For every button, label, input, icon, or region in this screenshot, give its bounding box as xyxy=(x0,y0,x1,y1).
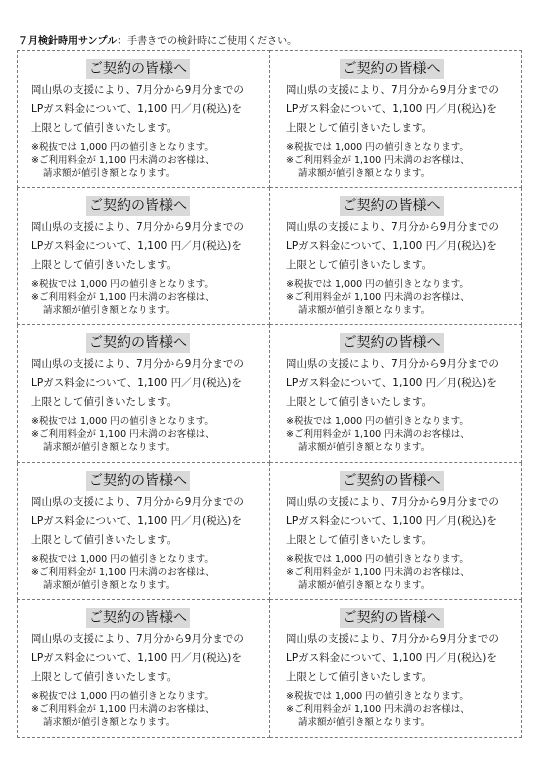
notice-note-tax: ※税抜では 1,000 円の値引きとなります。 xyxy=(286,553,469,565)
notice-body xyxy=(31,493,269,550)
header-separator: ： xyxy=(117,36,128,47)
notice-card xyxy=(17,463,270,601)
notice-title: ご契約の皆様へ xyxy=(340,608,444,628)
notice-note-minimum: ※ご利用料金が 1,100 円未満のお客様は、 xyxy=(286,566,470,578)
notice-body-line-1: 岡山県の支援により、7月分から9月分までの xyxy=(286,84,499,96)
page-header xyxy=(18,35,538,49)
notice-body-line-2: LPガス料金について、1,100 円／月(税込)を xyxy=(286,377,497,390)
notice-body-line-3: 上限として値引きいたします。 xyxy=(286,671,433,684)
notice-title: ご契約の皆様へ xyxy=(86,333,190,353)
notice-notes xyxy=(31,278,269,317)
notice-body xyxy=(286,218,521,275)
notice-title: ご契約の皆様へ xyxy=(86,59,190,79)
notice-title: ご契約の皆様へ xyxy=(340,59,444,79)
notice-note-tax: ※税抜では 1,000 円の値引きとなります。 xyxy=(31,691,214,703)
notice-body-line-1: 岡山県の支援により、7月分から9月分までの xyxy=(286,495,499,508)
notice-note-tax: ※税抜では 1,000 円の値引きとなります。 xyxy=(286,278,469,290)
notice-note-minimum-cont: 請求額が値引き額となります。 xyxy=(43,168,176,179)
notice-note-minimum-cont: 請求額が値引き額となります。 xyxy=(298,579,431,591)
notice-note-tax: ※税抜では 1,000 円の値引きとなります。 xyxy=(286,691,469,703)
notice-body-line-2: LPガス料金について、1,100 円／月(税込)を xyxy=(31,239,242,252)
notice-notes xyxy=(286,553,521,592)
notice-note-minimum-cont: 請求額が値引き額となります。 xyxy=(298,442,431,454)
notice-body-line-1: 岡山県の支援により、7月分から9月分までの xyxy=(31,495,244,508)
notice-body-line-2: LPガス料金について、1,100 円／月(税込)を xyxy=(31,377,242,390)
notice-body xyxy=(286,630,521,687)
header-label: ７月検針時用サンプル xyxy=(18,36,118,47)
notice-body xyxy=(286,81,521,138)
notice-notes xyxy=(31,415,269,454)
notice-notes xyxy=(31,690,269,729)
notice-note-minimum: ※ご利用料金が 1,100 円未満のお客様は、 xyxy=(286,155,470,166)
notice-note-minimum-cont: 請求額が値引き額となります。 xyxy=(298,168,431,179)
notice-body-line-3: 上限として値引きいたします。 xyxy=(31,122,178,134)
notice-body-line-2: LPガス料金について、1,100 円／月(税込)を xyxy=(286,103,497,115)
notice-card xyxy=(17,600,270,738)
notice-note-minimum: ※ご利用料金が 1,100 円未満のお客様は、 xyxy=(31,566,215,578)
notice-note-tax: ※税抜では 1,000 円の値引きとなります。 xyxy=(31,142,214,153)
notice-body-line-2: LPガス料金について、1,100 円／月(税込)を xyxy=(286,652,497,665)
notice-card xyxy=(270,325,522,463)
notice-body-line-1: 岡山県の支援により、7月分から9月分までの xyxy=(31,220,244,233)
notice-title: ご契約の皆様へ xyxy=(86,608,190,628)
notice-notes xyxy=(286,141,521,180)
notice-note-minimum: ※ご利用料金が 1,100 円未満のお客様は、 xyxy=(286,429,470,441)
notice-notes xyxy=(286,278,521,317)
notice-body-line-3: 上限として値引きいたします。 xyxy=(286,122,433,134)
notice-note-minimum-cont: 請求額が値引き額となります。 xyxy=(43,579,176,591)
notice-note-minimum-cont: 請求額が値引き額となります。 xyxy=(43,442,176,454)
notice-body xyxy=(31,81,269,138)
notice-title: ご契約の皆様へ xyxy=(340,471,444,491)
notice-body-line-1: 岡山県の支援により、7月分から9月分までの xyxy=(286,220,499,233)
notice-body-line-3: 上限として値引きいたします。 xyxy=(31,671,178,684)
notice-note-minimum: ※ご利用料金が 1,100 円未満のお客様は、 xyxy=(286,291,470,303)
notice-title: ご契約の皆様へ xyxy=(86,196,190,216)
notice-note-minimum: ※ご利用料金が 1,100 円未満のお客様は、 xyxy=(31,704,215,716)
notice-note-minimum-cont: 請求額が値引き額となります。 xyxy=(43,717,176,729)
notice-body-line-1: 岡山県の支援により、7月分から9月分までの xyxy=(31,358,244,371)
notice-title: ご契約の皆様へ xyxy=(340,196,444,216)
notice-body-line-2: LPガス料金について、1,100 円／月(税込)を xyxy=(286,514,497,527)
notice-note-tax: ※税抜では 1,000 円の値引きとなります。 xyxy=(31,278,214,290)
notice-body-line-1: 岡山県の支援により、7月分から9月分までの xyxy=(286,633,499,646)
notice-body-line-3: 上限として値引きいたします。 xyxy=(286,258,433,271)
notice-body xyxy=(31,355,269,412)
notice-note-minimum: ※ご利用料金が 1,100 円未満のお客様は、 xyxy=(31,291,215,303)
notice-notes xyxy=(286,415,521,454)
notice-note-tax: ※税抜では 1,000 円の値引きとなります。 xyxy=(31,416,214,428)
notice-body-line-2: LPガス料金について、1,100 円／月(税込)を xyxy=(286,239,497,252)
notice-body-line-1: 岡山県の支援により、7月分から9月分までの xyxy=(31,633,244,646)
notice-body-line-3: 上限として値引きいたします。 xyxy=(286,396,433,409)
notice-card-grid xyxy=(17,50,522,738)
notice-body-line-3: 上限として値引きいたします。 xyxy=(31,533,178,546)
notice-note-tax: ※税抜では 1,000 円の値引きとなります。 xyxy=(286,416,469,428)
notice-card xyxy=(270,600,522,738)
notice-note-tax: ※税抜では 1,000 円の値引きとなります。 xyxy=(286,142,469,153)
notice-body xyxy=(31,630,269,687)
notice-body-line-2: LPガス料金について、1,100 円／月(税込)を xyxy=(31,514,242,527)
notice-title: ご契約の皆様へ xyxy=(86,471,190,491)
notice-body xyxy=(31,218,269,275)
header-note: 手書きでの検針時にご使用ください。 xyxy=(127,36,298,47)
notice-notes xyxy=(31,141,269,180)
notice-body-line-3: 上限として値引きいたします。 xyxy=(31,258,178,271)
notice-body xyxy=(286,355,521,412)
notice-card xyxy=(270,50,522,188)
notice-body-line-2: LPガス料金について、1,100 円／月(税込)を xyxy=(31,652,242,665)
notice-note-minimum-cont: 請求額が値引き額となります。 xyxy=(298,304,431,316)
notice-notes xyxy=(31,553,269,592)
notice-body-line-3: 上限として値引きいたします。 xyxy=(286,533,433,546)
notice-body xyxy=(286,493,521,550)
notice-body-line-2: LPガス料金について、1,100 円／月(税込)を xyxy=(31,103,242,115)
notice-card xyxy=(270,188,522,326)
notice-card xyxy=(17,188,270,326)
notice-body-line-1: 岡山県の支援により、7月分から9月分までの xyxy=(31,84,244,96)
notice-note-minimum-cont: 請求額が値引き額となります。 xyxy=(43,304,176,316)
notice-body-line-3: 上限として値引きいたします。 xyxy=(31,396,178,409)
notice-notes xyxy=(286,690,521,729)
notice-card xyxy=(17,325,270,463)
notice-note-minimum: ※ご利用料金が 1,100 円未満のお客様は、 xyxy=(31,155,215,166)
notice-title: ご契約の皆様へ xyxy=(340,333,444,353)
notice-note-tax: ※税抜では 1,000 円の値引きとなります。 xyxy=(31,553,214,565)
notice-note-minimum: ※ご利用料金が 1,100 円未満のお客様は、 xyxy=(31,429,215,441)
notice-note-minimum-cont: 請求額が値引き額となります。 xyxy=(298,717,431,729)
notice-card xyxy=(17,50,270,188)
notice-note-minimum: ※ご利用料金が 1,100 円未満のお客様は、 xyxy=(286,704,470,716)
notice-card xyxy=(270,463,522,601)
notice-body-line-1: 岡山県の支援により、7月分から9月分までの xyxy=(286,358,499,371)
